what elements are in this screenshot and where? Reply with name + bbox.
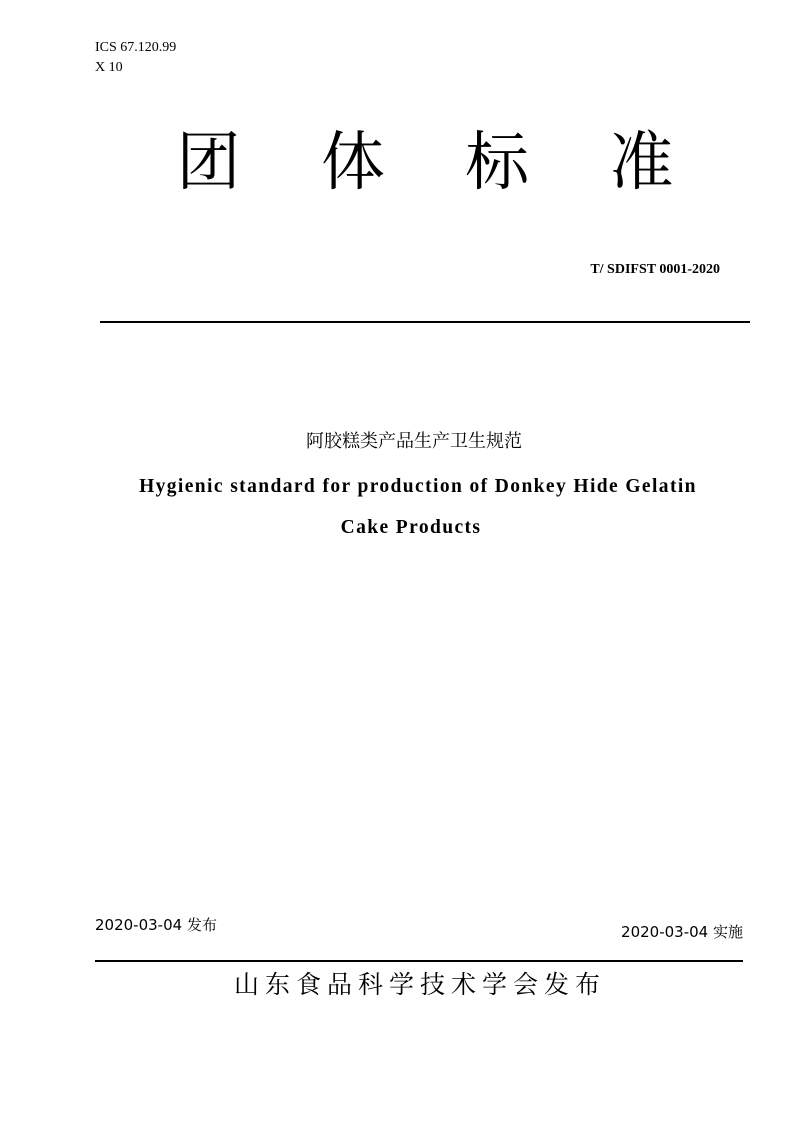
title-chinese: 阿胶糕类产品生产卫生规范: [306, 431, 522, 452]
implementation-date: 2020-03-04 实施: [621, 923, 743, 941]
document-type-title: 团 体 标 准: [176, 126, 704, 200]
classification-code: X 10: [95, 60, 123, 75]
standard-number: T/ SDIFST 0001-2020: [590, 262, 720, 277]
issue-date: 2020-03-04 发布: [95, 916, 217, 934]
title-english-line-1: Hygienic standard for production of Donkey Hide Gelatin: [139, 476, 697, 497]
bottom-divider: [95, 960, 743, 962]
top-divider: [100, 321, 750, 323]
ics-code: ICS 67.120.99: [95, 40, 177, 55]
publisher: 山东食品科学技术学会发布: [233, 970, 606, 999]
title-english-line-2: Cake Products: [340, 517, 482, 538]
